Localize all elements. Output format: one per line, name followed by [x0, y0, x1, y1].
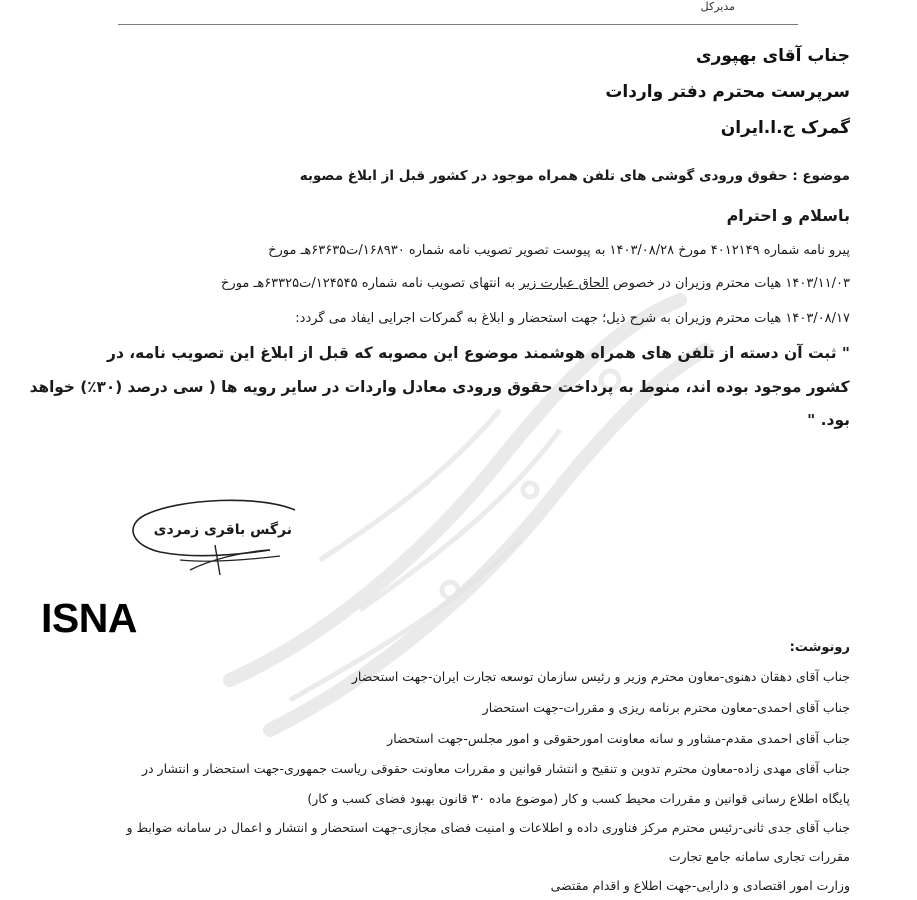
- cc-item: وزارت امور اقتصادی و دارایی-جهت اطلاع و اقدام مقتضی: [550, 878, 850, 893]
- letter-greeting: باسلام و احترام: [726, 206, 850, 225]
- body-line-3: ۱۴۰۳/۰۸/۱۷ هیات محترم وزیران به شرح ذیل؛ جهت استحضار و ابلاغ به گمرکات اجرایی ایفاد می گردد:: [295, 311, 850, 326]
- letter-subject: موضوع : حقوق ورودی گوشی های تلفن همراه موجود در کشور قبل از ابلاغ مصوبه: [299, 168, 850, 184]
- cc-item-continued: پایگاه اطلاع رسانی قوانین و مقررات محیط کسب و کار (موضوع ماده ۳۰ قانون بهبود فضای کسب و کار): [307, 791, 850, 806]
- body-line-2-start: ۱۴۰۳/۱۱/۰۳ هیات محترم وزیران در خصوص: [608, 276, 850, 291]
- recipient-name: جناب آقای بهپوری: [696, 46, 850, 66]
- isna-logo: ISNA: [41, 595, 137, 641]
- cc-item: جناب آقای مهدی زاده-معاون محترم تدوین و تنقیح و انتشار قوانین و مقررات معاونت حقوقی ریاست جمهوری-جهت استحضار و انتشار در: [141, 761, 850, 776]
- body-line-1: پیرو نامه شماره ۴۰۱۲۱۴۹ مورخ ۱۴۰۳/۰۸/۲۸ به پیوست تصویر تصویب نامه شماره ۱۶۸۹۳۰/ت۶۳۶۳۵هـ مورخ: [268, 243, 850, 258]
- body-line-2-end: به انتهای تصویب نامه شماره ۱۲۴۵۴۵/ت۶۳۳۲۵هـ مورخ: [221, 276, 520, 291]
- recipient-organization: گمرک ج.ا.ایران: [720, 118, 850, 138]
- cc-item-continued: مقررات تجاری سامانه جامع تجارت: [668, 849, 850, 864]
- quoted-text-line-1: " ثبت آن دسته از تلفن های همراه هوشمند موضوع این مصوبه که قبل از ابلاغ این تصویب نامه، در: [107, 344, 850, 362]
- cc-item: جناب آقای احمدی-معاون محترم برنامه ریزی و مقررات-جهت استحضار: [482, 700, 850, 715]
- cc-item: جناب آقای دهقان دهنوی-معاون محترم وزیر و رئیس سازمان توسعه تجارت ایران-جهت استحضار: [351, 669, 850, 684]
- header-divider: [118, 24, 798, 25]
- body-line-2: [221, 276, 850, 291]
- quoted-text-line-2: کشور موجود بوده اند، منوط به پرداخت حقوق ورودی معادل واردات در سایر رویه ها ( سی درصد (۳۰٪) خواهد: [30, 378, 850, 396]
- body-underlined-phrase: الحاق عبارت زیر: [519, 276, 609, 291]
- cc-item: جناب آقای جدی ثانی-رئیس محترم مرکز فناوری داده و اطلاعات و امنیت فضای مجازی-جهت استحضار و انتشار و اعمال در سامانه ضوابط و: [126, 820, 850, 835]
- quoted-text-line-3: بود. ": [807, 411, 850, 429]
- recipient-position: سرپرست محترم دفتر واردات: [605, 82, 850, 102]
- signer-name: نرگس باقری زمردی: [153, 522, 292, 538]
- cc-item: جناب آقای احمدی مقدم-مشاور و سانه معاونت امورحقوقی و امور مجلس-جهت استحضار: [387, 731, 850, 746]
- header-title: مدیرکل: [700, 0, 735, 13]
- cc-title: رونوشت:: [789, 640, 850, 655]
